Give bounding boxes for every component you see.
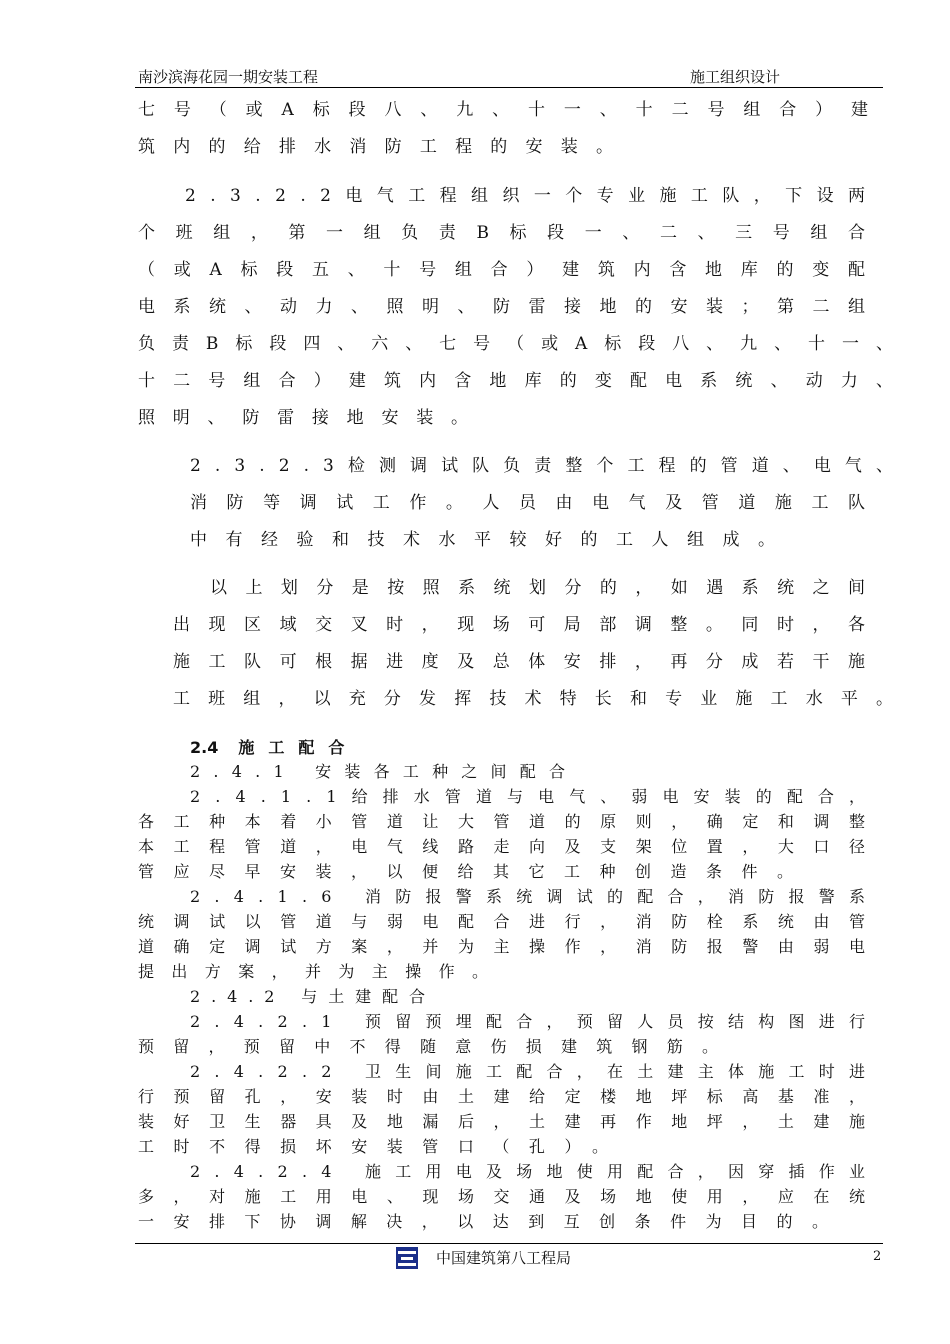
text-line-content: （或A标段五、十号组合）建筑内含地库的变配 [138,260,884,280]
footer-rule [135,1243,883,1244]
text-line [0,1134,950,1159]
text-line [0,488,950,518]
text-line [0,218,950,248]
header-doc-title: 施工组织设计 [690,68,781,86]
text-line-content: 装好卫生器具及地漏后，土建再作地坪，土建施 [138,1112,885,1131]
text-line-content: 各工种本着小管道让大管道的原则，确定和调整 [138,812,885,831]
text-line-content: 2.3.2.2电气工程组织一个专业施工队，下设两 [185,186,880,206]
text-line-content: 2.4.2.2 卫生间施工配合，在土建主体施工时进 [190,1062,880,1081]
text-line-content: 工时不得损坏安装管口（孔）。 [138,1137,628,1156]
text-line-content: 2.4.1 安装各工种之间配合 [190,762,579,781]
text-line-content: 行预留孔，安装时由土建给定楼地坪标高基准， [138,1087,885,1106]
page-number: 2 [873,1249,882,1264]
text-line [0,784,950,809]
text-line [0,451,950,481]
text-line [0,859,950,884]
text-line [0,181,950,211]
text-line [0,403,950,433]
text-line-content: 多，对施工用电、现场交通及场地使用，应在统 [138,1187,885,1206]
text-line-content: 2.4.1.1给排水管道与电气、弱电安装的配合， [190,787,881,806]
text-line-content: 一安排下协调解决，以达到互创条件为目的。 [138,1212,848,1231]
text-line [0,684,950,714]
text-line-content: 管应尽早安装，以便给其它工种创造条件。 [138,862,813,881]
cscec-logo-icon [396,1247,418,1269]
text-line-content: 七号（或A标段八、九、十一、十二号组合）建 [138,100,887,120]
text-line [0,909,950,934]
text-line-content: 2.3.2.3检测调试队负责整个工程的管道、电气、 [190,456,908,476]
text-line [0,132,950,162]
text-line [0,255,950,285]
text-line [0,292,950,322]
text-line [0,1059,950,1084]
text-line-content: 筑内的给排水消防工程的安装。 [138,137,632,157]
text-line-content: 2.4.2 与土建配合 [190,987,436,1006]
text-line [0,759,950,784]
text-line-content: 出现区域交叉时，现场可局部调整。同时，各 [173,615,884,635]
text-line [0,1034,950,1059]
text-line [0,834,950,859]
section-number: 2.4 [190,738,219,757]
text-line [0,610,950,640]
text-line [0,1184,950,1209]
text-line-content: 消防等调试工作。人员由电气及管道施工队 [190,493,885,513]
text-line-content: 负责B标段四、六、七号（或A标段八、九、十一、 [138,334,910,354]
text-line [0,884,950,909]
text-line-content: 以上划分是按照系统划分的，如遇系统之间 [210,578,884,598]
text-line-content: 提出方案，并为主操作。 [138,962,506,981]
text-line-content: 施工队可根据进度及总体安排，再分成若干施 [173,652,884,672]
text-line-content: 工班组，以充分发挥技术特长和专业施工水平。 [173,689,912,709]
text-line-content: 本工程管道，电气线路走向及支架位置，大口径 [138,837,885,856]
text-line-content: 统调试以管道与弱电配合进行，消防栓系统由管 [138,912,885,931]
text-line [0,647,950,677]
text-line [0,1209,950,1234]
text-line [0,1084,950,1109]
header-project-title: 南沙滨海花园一期安装工程 [138,68,319,86]
text-line-content: 2.4.1.6 消防报警系统调试的配合，消防报警系 [190,887,880,906]
text-line-content: 2.4.2.4 施工用电及场地使用配合，因穿插作业 [190,1162,880,1181]
section-heading [190,735,358,758]
text-line-content: 2.4.2.1 预留预埋配合，预留人员按结构图进行 [190,1012,880,1031]
text-line [0,959,950,984]
text-line-content: 电系统、动力、照明、防雷接地的安装；第二组 [138,297,884,317]
text-line [0,809,950,834]
text-line-content: 十二号组合）建筑内含地库的变配电系统、动力、 [138,371,912,391]
text-line [0,934,950,959]
text-line [0,1009,950,1034]
text-line-content: 个班组，第一组负责B标段一、二、三号组合 [138,223,886,243]
text-line-content: 预留，预留中不得随意伤损建筑钢筋。 [138,1037,738,1056]
header-rule [135,87,883,88]
text-line [0,95,950,125]
text-line-content: 照明、防雷接地安装。 [138,408,486,428]
text-line [0,573,950,603]
text-line-content: 道确定调试方案，并为主操作，消防报警由弱电 [138,937,885,956]
footer-organization: 中国建筑第八工程局 [436,1249,572,1267]
text-line [0,984,950,1009]
text-line [0,329,950,359]
text-line [0,525,950,555]
text-line [0,366,950,396]
text-line [0,1109,950,1134]
section-title: 施工配合 [238,738,359,757]
text-line-content: 中有经验和技术水平较好的工人组成。 [190,530,794,550]
text-line [0,1159,950,1184]
